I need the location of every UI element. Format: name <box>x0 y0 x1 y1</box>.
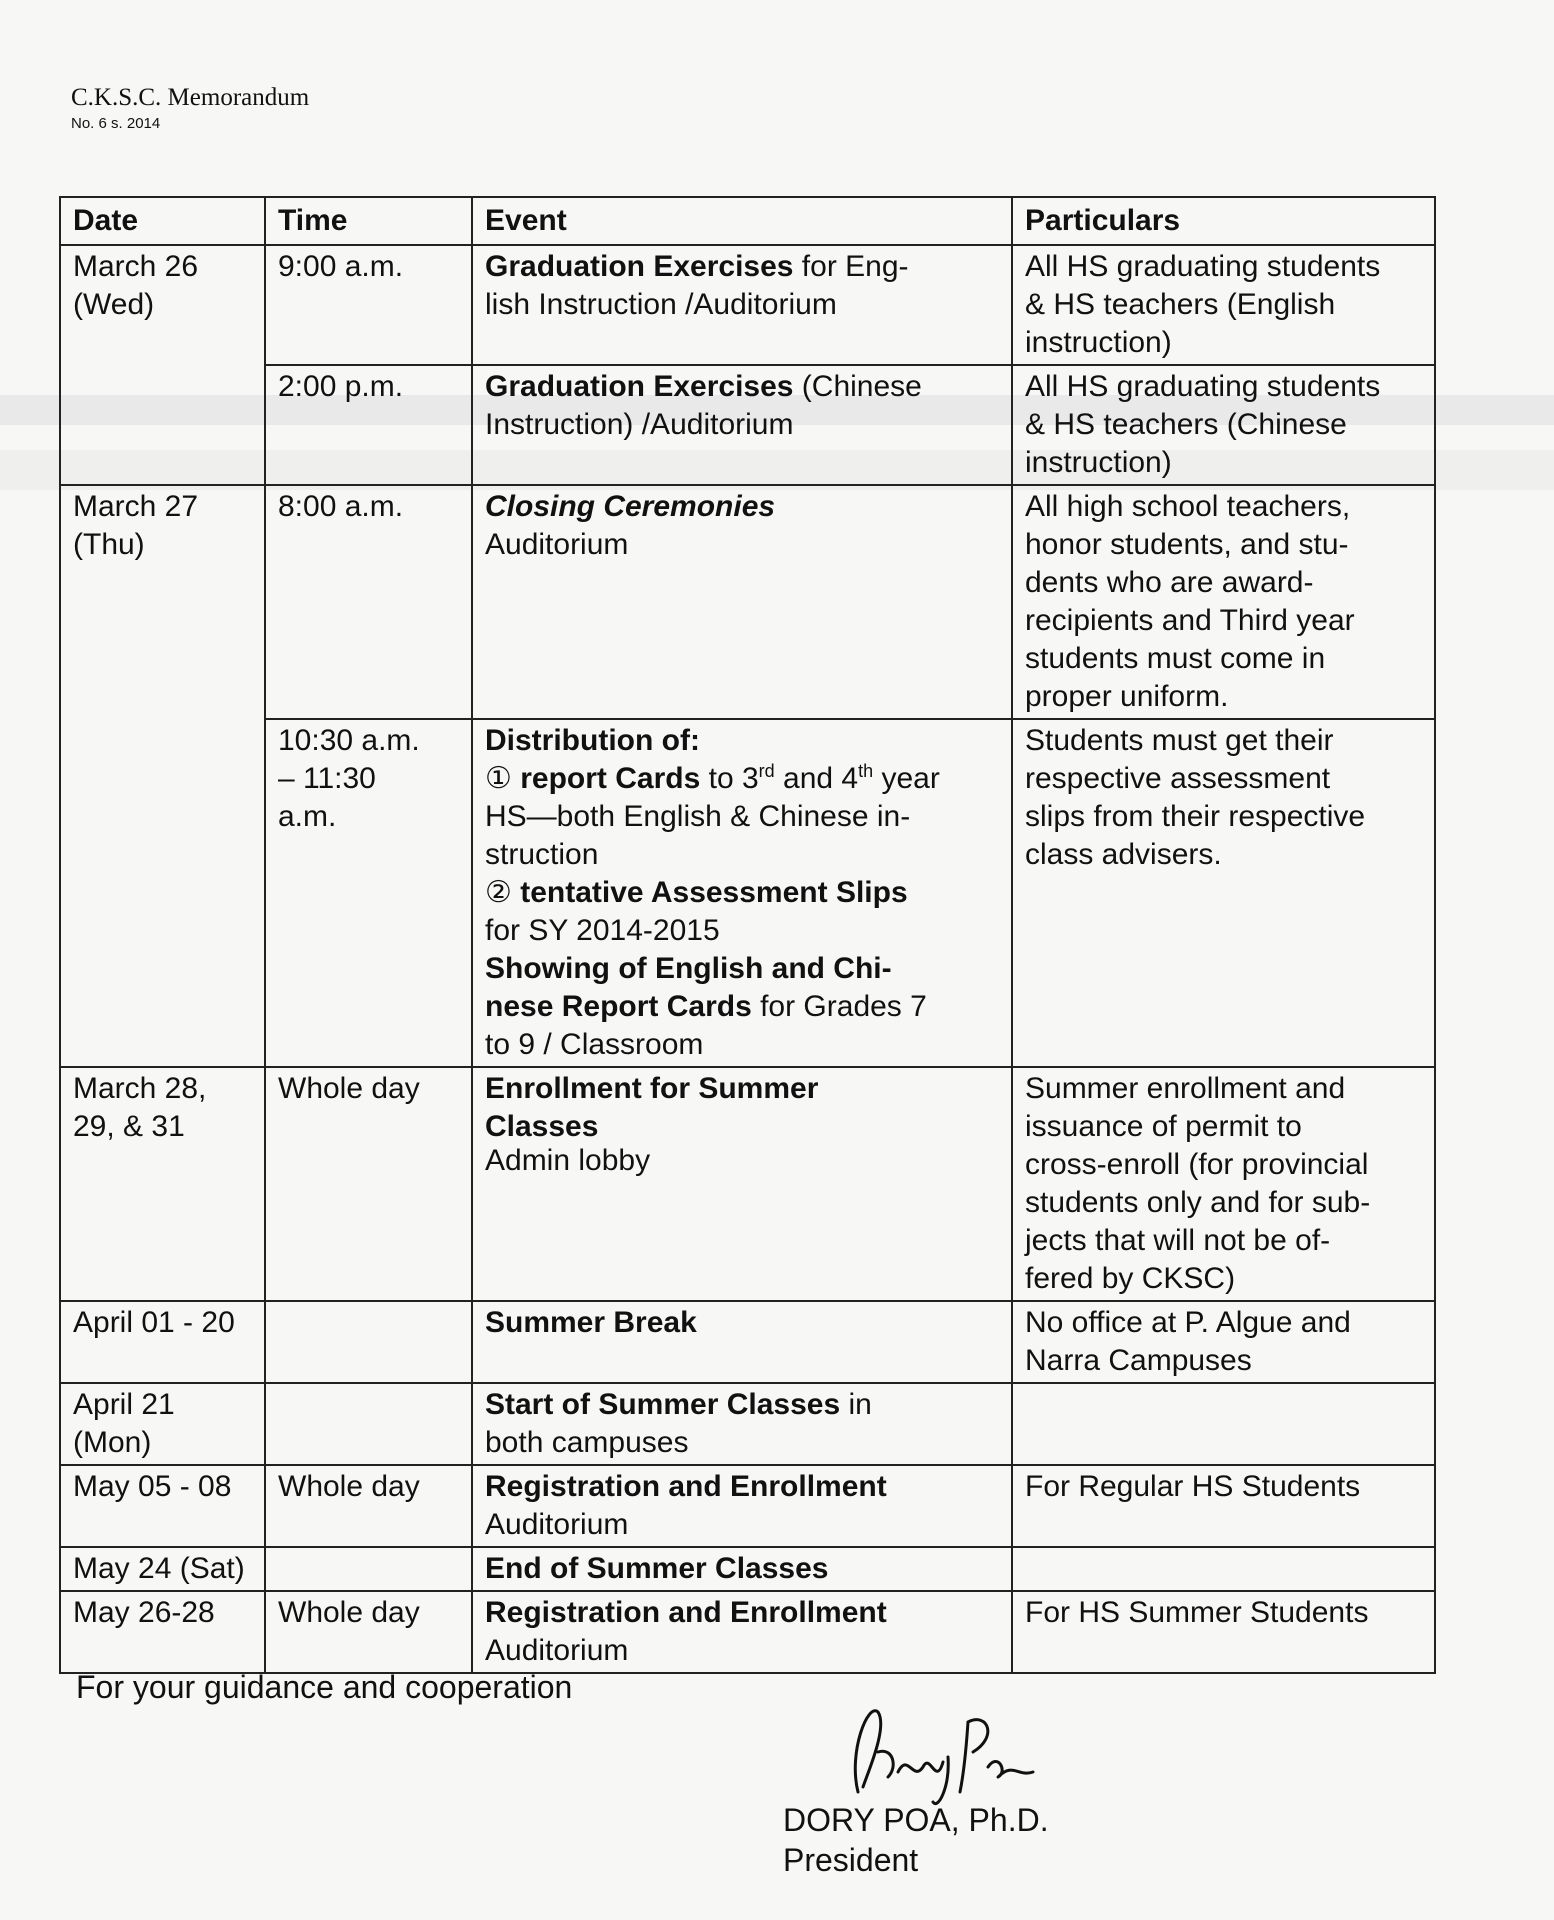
time-line: – 11:30 <box>278 762 376 795</box>
time-line: a.m. <box>278 800 337 833</box>
table-row <box>60 719 1435 1067</box>
particulars-line: All HS graduating students <box>1025 250 1381 283</box>
memo-number: No. 6 s. 2014 <box>71 115 161 132</box>
event-line: lish Instruction /Auditorium <box>485 288 837 321</box>
event-line <box>485 874 999 912</box>
event-title: Enrollment for Summer <box>485 1072 819 1105</box>
date-line: (Wed) <box>73 288 155 321</box>
particulars-line: Students must get their <box>1025 724 1334 757</box>
header-event: Event <box>472 197 1012 245</box>
time-line: 9:00 a.m. <box>278 250 404 283</box>
particulars-line: For Regular HS Students <box>1025 1470 1361 1503</box>
particulars-cell <box>1012 1591 1435 1673</box>
date-cell <box>60 1465 265 1547</box>
event-title: Start of Summer Classes <box>485 1388 841 1421</box>
particulars-line: fered by CKSC) <box>1025 1262 1236 1295</box>
time-cell <box>265 1301 472 1383</box>
memo-title: C.K.S.C. Memorandum <box>71 84 310 111</box>
particulars-line: proper uniform. <box>1025 680 1229 713</box>
particulars-line: instruction) <box>1025 326 1172 359</box>
event-cell <box>472 1067 1012 1301</box>
memo-header <box>71 84 309 134</box>
time-line: 2:00 p.m. <box>278 370 404 403</box>
date-cell <box>60 1383 265 1465</box>
event-line <box>485 988 999 1026</box>
particulars-cell <box>1012 245 1435 365</box>
time-cell <box>265 1547 472 1591</box>
event-line: Instruction) /Auditorium <box>485 408 794 441</box>
date-line: March 28, <box>73 1072 207 1105</box>
event-title: Graduation Exercises <box>485 250 794 283</box>
event-line: for SY 2014-2015 <box>485 914 720 947</box>
event-cell <box>472 1465 1012 1547</box>
header-time: Time <box>265 197 472 245</box>
table-header-row <box>60 197 1435 245</box>
date-line: May 26-28 <box>73 1596 215 1629</box>
particulars-cell <box>1012 1465 1435 1547</box>
table-row <box>60 1301 1435 1383</box>
particulars-cell <box>1012 719 1435 1067</box>
table-row <box>60 1383 1435 1465</box>
date-cell <box>60 1547 265 1591</box>
event-cell <box>472 365 1012 485</box>
item-number: ② <box>485 876 512 909</box>
particulars-line: recipients and Third year <box>1025 604 1355 637</box>
event-title: Graduation Exercises <box>485 370 794 403</box>
table-row <box>60 1067 1435 1301</box>
particulars-line: honor students, and stu- <box>1025 528 1349 561</box>
particulars-cell <box>1012 1301 1435 1383</box>
schedule-table <box>59 196 1436 1674</box>
particulars-line: Summer enrollment and <box>1025 1072 1346 1105</box>
event-cell <box>472 245 1012 365</box>
event-line: Auditorium <box>485 1634 629 1667</box>
date-cell <box>60 485 265 1067</box>
event-title: Registration and Enrollment <box>485 1470 887 1503</box>
date-cell <box>60 1067 265 1301</box>
time-line: 10:30 a.m. <box>278 724 420 757</box>
event-cell <box>472 1301 1012 1383</box>
item-number: ① <box>485 762 512 795</box>
particulars-line: respective assessment <box>1025 762 1331 795</box>
particulars-line: cross-enroll (for provincial <box>1025 1148 1369 1181</box>
particulars-line: students must come in <box>1025 642 1326 675</box>
time-line: Whole day <box>278 1596 420 1629</box>
time-line: 8:00 a.m. <box>278 490 404 523</box>
event-line: HS—both English & Chinese in- <box>485 800 911 833</box>
date-line: (Mon) <box>73 1426 152 1459</box>
date-line: 29, & 31 <box>73 1110 185 1143</box>
particulars-line: & HS teachers (Chinese <box>1025 408 1347 441</box>
event-line: both campuses <box>485 1426 689 1459</box>
table-row <box>60 1465 1435 1547</box>
event-text: and 4 <box>774 762 859 795</box>
event-line <box>485 760 999 798</box>
event-line: to 9 / Classroom <box>485 1028 704 1061</box>
event-line: Admin lobby <box>485 1144 651 1177</box>
particulars-line: slips from their respective <box>1025 800 1366 833</box>
event-text: for Grades 7 <box>751 990 927 1023</box>
particulars-line: students only and for sub- <box>1025 1186 1371 1219</box>
particulars-line: jects that will not be of- <box>1025 1224 1331 1257</box>
event-text: for Eng- <box>793 250 909 283</box>
particulars-line: All high school teachers, <box>1025 490 1351 523</box>
event-item-title: report Cards <box>520 762 701 795</box>
event-line: Showing of English and Chi- <box>485 952 892 985</box>
event-title: Classes <box>485 1110 599 1143</box>
date-line: March 26 <box>73 250 199 283</box>
event-title: End of Summer Classes <box>485 1552 829 1585</box>
date-cell <box>60 1301 265 1383</box>
event-title: Closing Ceremonies <box>485 490 776 523</box>
date-cell <box>60 245 265 485</box>
time-line: Whole day <box>278 1470 420 1503</box>
signatory-block <box>783 1800 1049 1880</box>
event-title: Distribution of: <box>485 724 700 757</box>
time-cell <box>265 245 472 365</box>
event-cell <box>472 719 1012 1067</box>
event-line: struction <box>485 838 599 871</box>
signature-image <box>838 1692 1038 1812</box>
particulars-line: All HS graduating students <box>1025 370 1381 403</box>
table-row <box>60 245 1435 365</box>
date-line: May 05 - 08 <box>73 1470 232 1503</box>
time-cell <box>265 365 472 485</box>
table-row <box>60 365 1435 485</box>
date-cell <box>60 1591 265 1673</box>
particulars-line: instruction) <box>1025 446 1172 479</box>
event-cell <box>472 1591 1012 1673</box>
particulars-line: issuance of permit to <box>1025 1110 1302 1143</box>
time-cell <box>265 719 472 1067</box>
event-item-title: nese Report Cards <box>485 990 752 1023</box>
header-date: Date <box>60 197 265 245</box>
particulars-line: dents who are award- <box>1025 566 1314 599</box>
particulars-cell <box>1012 1067 1435 1301</box>
date-line: April 01 - 20 <box>73 1306 235 1339</box>
date-line: May 24 (Sat) <box>73 1552 245 1585</box>
event-cell <box>472 1547 1012 1591</box>
date-line: (Thu) <box>73 528 145 561</box>
event-line: Auditorium <box>485 528 629 561</box>
particulars-line: Narra Campuses <box>1025 1344 1252 1377</box>
event-text: (Chinese <box>793 370 922 403</box>
table-row <box>60 485 1435 719</box>
event-cell <box>472 1383 1012 1465</box>
time-cell <box>265 1591 472 1673</box>
date-line: March 27 <box>73 490 199 523</box>
particulars-cell <box>1012 365 1435 485</box>
event-cell <box>472 485 1012 719</box>
header-particulars: Particulars <box>1012 197 1435 245</box>
event-title: Registration and Enrollment <box>485 1596 887 1629</box>
particulars-line: & HS teachers (English <box>1025 288 1336 321</box>
time-line: Whole day <box>278 1072 420 1105</box>
table-row <box>60 1547 1435 1591</box>
table-row <box>60 1591 1435 1673</box>
particulars-cell <box>1012 1383 1435 1465</box>
signatory-name: DORY POA, Ph.D. <box>783 1802 1049 1838</box>
event-text: year <box>873 762 940 795</box>
particulars-cell <box>1012 485 1435 719</box>
event-title: Summer Break <box>485 1306 697 1339</box>
ordinal-suffix: rd <box>758 761 775 781</box>
date-line: April 21 <box>73 1388 175 1421</box>
time-cell <box>265 485 472 719</box>
particulars-line: No office at P. Algue and <box>1025 1306 1351 1339</box>
event-text: to 3 <box>700 762 759 795</box>
time-cell <box>265 1383 472 1465</box>
ordinal-suffix: th <box>858 761 874 781</box>
closing-remark: For your guidance and cooperation <box>76 1669 573 1705</box>
time-cell <box>265 1067 472 1301</box>
event-item-title: tentative Assessment Slips <box>520 876 908 909</box>
event-text: in <box>840 1388 872 1421</box>
particulars-line: class advisers. <box>1025 838 1222 871</box>
event-line: Auditorium <box>485 1508 629 1541</box>
time-cell <box>265 1465 472 1547</box>
signatory-title: President <box>783 1842 919 1878</box>
particulars-cell <box>1012 1547 1435 1591</box>
particulars-line: For HS Summer Students <box>1025 1596 1369 1629</box>
